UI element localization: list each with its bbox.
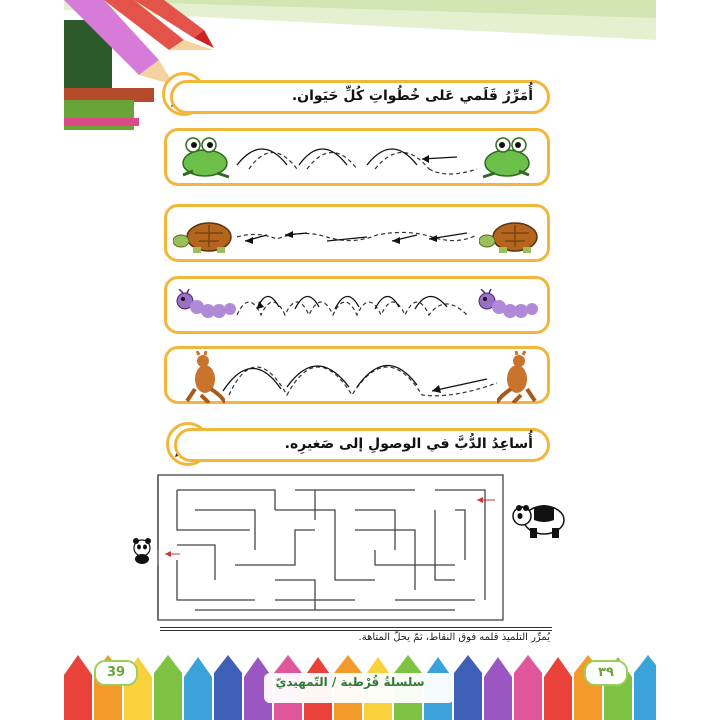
trace-row-turtle <box>164 204 550 262</box>
panda-cub-icon <box>130 538 154 564</box>
kangaroo-icon <box>497 351 541 403</box>
instruction-text-2: أُساعِدُ الدُّبَّ في الوصولِ إلى صَغيرِه. <box>284 436 533 452</box>
crayons-illustration <box>64 0 224 145</box>
footer-rule <box>160 630 552 631</box>
turtle-icon <box>173 217 237 255</box>
kangaroo-icon <box>181 351 225 403</box>
teacher-footnote: يُمرِّر التلميذ قلمه فوق النقاط، ثمّ يحلّ المتاهة. <box>358 632 550 643</box>
instruction-box-2 <box>174 428 550 462</box>
trace-row-kangaroo <box>164 346 550 404</box>
footer-rule <box>160 627 552 628</box>
frog-icon <box>479 135 535 181</box>
maze[interactable] <box>155 470 505 625</box>
trace-row-frog <box>164 128 550 186</box>
frog-icon <box>177 135 233 181</box>
trace-row-caterpillar <box>164 276 550 334</box>
page-number-latin: 39 <box>94 660 138 686</box>
page-number-arabic: ٣٩ <box>584 660 628 686</box>
caterpillar-icon <box>175 289 239 325</box>
series-title: سلسلةُ قُرْطبة / التّمهيديّ <box>275 675 425 689</box>
instruction-box-1 <box>170 80 550 114</box>
panda-icon <box>510 500 570 540</box>
caterpillar-icon <box>477 289 541 325</box>
turtle-icon <box>479 217 543 255</box>
instruction-text-1: أُمَرِّرُ قَلَمي عَلى خُطُواتِ كُلِّ حَيَوان. <box>291 88 533 104</box>
